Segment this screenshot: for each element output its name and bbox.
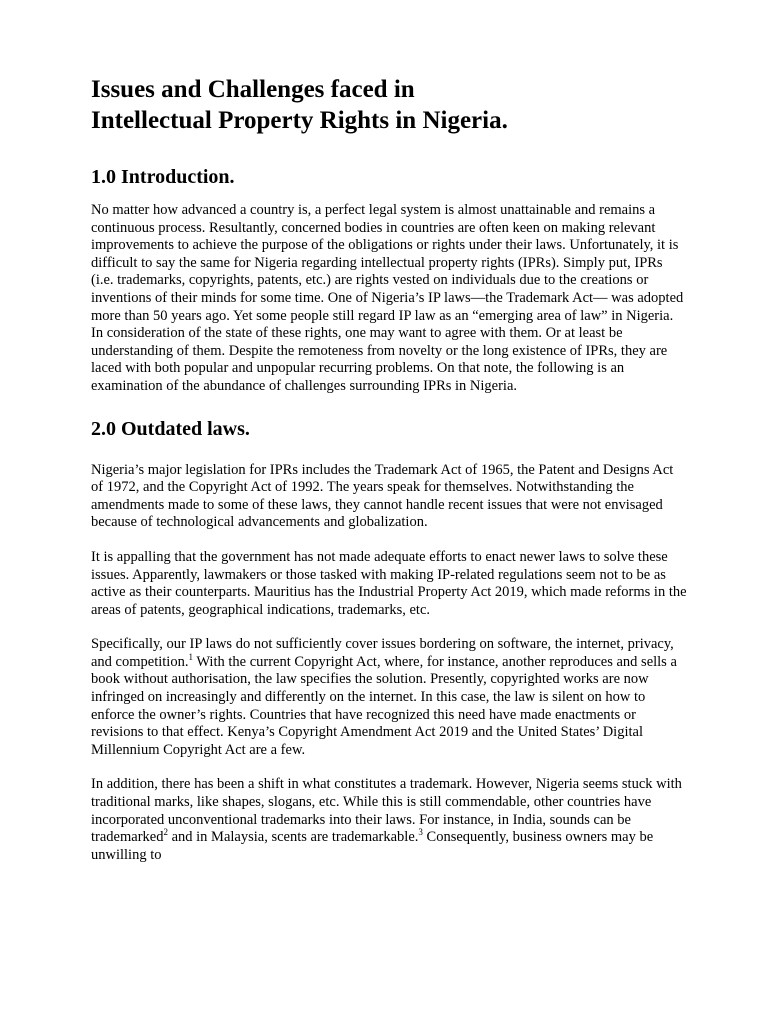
section-heading-outdated-laws: 2.0 Outdated laws.	[91, 417, 250, 440]
footnote-ref-3: 3	[418, 827, 423, 838]
title-line-1: Issues and Challenges faced in	[91, 76, 415, 103]
document-title	[91, 74, 688, 136]
footnote-ref-2: 2	[163, 827, 168, 838]
outdated-laws-paragraph-1: Nigeria’s major legislation for IPRs includes the Trademark Act of 1965, the Patent and Designs Act of 1972, and the Copyright Act of 1992. The years speak for themselves. Notwithstanding the amendments made to some of these laws, they cannot handle recent issues that were not envisaged because of technological advancements and globalization.	[91, 461, 674, 531]
outdated-laws-paragraph-2: It is appalling that the government has not made adequate efforts to enact newer laws to solve these issues. Apparently, lawmakers or those tasked with making IP-related regulations seem not to be as active as their counterparts. Mauritius has the Industrial Property Act 2019, which made reforms in the areas of patents, geographical indications, trademarks, etc.	[91, 548, 687, 618]
paragraph-text: Specifically, our IP laws do not sufficiently cover issues bordering on software, the internet, privacy, and competition.	[91, 636, 674, 670]
paragraph-text: In addition, there has been a shift in what constitutes a trademark. However, Nigeria seems stuck with traditional marks, like shapes, slogans, etc. While this is still commendable, other countries have incorporated unconventional trademarks into their laws. For instance, in India, sounds can be trademarked	[91, 776, 682, 846]
section-heading-introduction: 1.0 Introduction.	[91, 166, 235, 188]
introduction-paragraph: No matter how advanced a country is, a perfect legal system is almost unattainable and remains a continuous process. Resultantly, concerned bodies in countries are often keen on making relevant improvements to achieve the purpose of the obligations or rights under their laws. Unfortunately, it is difficult to say the same for Nigeria regarding intellectual property rights (IPRs). Simply put, IPRs (i.e. trademarks, copyrights, patents, etc.) are rights vested on individuals due to the creations or inventions of their minds for some time. One of Nigeria’s IP laws—the Trademark Act— was adopted more than 50 years ago. Yet some people still regard IP law as an “emerging area of law” in Nigeria. In consideration of the state of these rights, one may want to agree with them. Or at least be understanding of them. Despite the remoteness from novelty or the long existence of IPRs, they are laced with both popular and unpopular recurring problems. On that note, the following is an examination of the abundance of challenges surrounding IPRs in Nigeria.	[91, 202, 684, 394]
outdated-laws-paragraph-4	[91, 776, 688, 864]
paragraph-text: Consequently, business owners may be unwilling to	[91, 829, 654, 863]
paragraph-text: and in Malaysia, scents are trademarkable.	[167, 829, 419, 846]
paragraph-text: With the current Copyright Act, where, for instance, another reproduces and sells a book without authorisation, the law specifies the solution. Presently, copyrighted works are now infringed on increasingly and differently on the internet. In this case, the law is silent on how to enforce the owner’s rights. Countries that have recognized this need have made enactments or revisions to that effect. Kenya’s Copyright Amendment Act 2019 and the United States’ Digital Millennium Copyright Act are a few.	[91, 653, 677, 758]
outdated-laws-paragraph-3	[91, 636, 688, 759]
title-line-2: Intellectual Property Rights in Nigeria.	[91, 107, 508, 134]
footnote-ref-1: 1	[188, 652, 193, 663]
